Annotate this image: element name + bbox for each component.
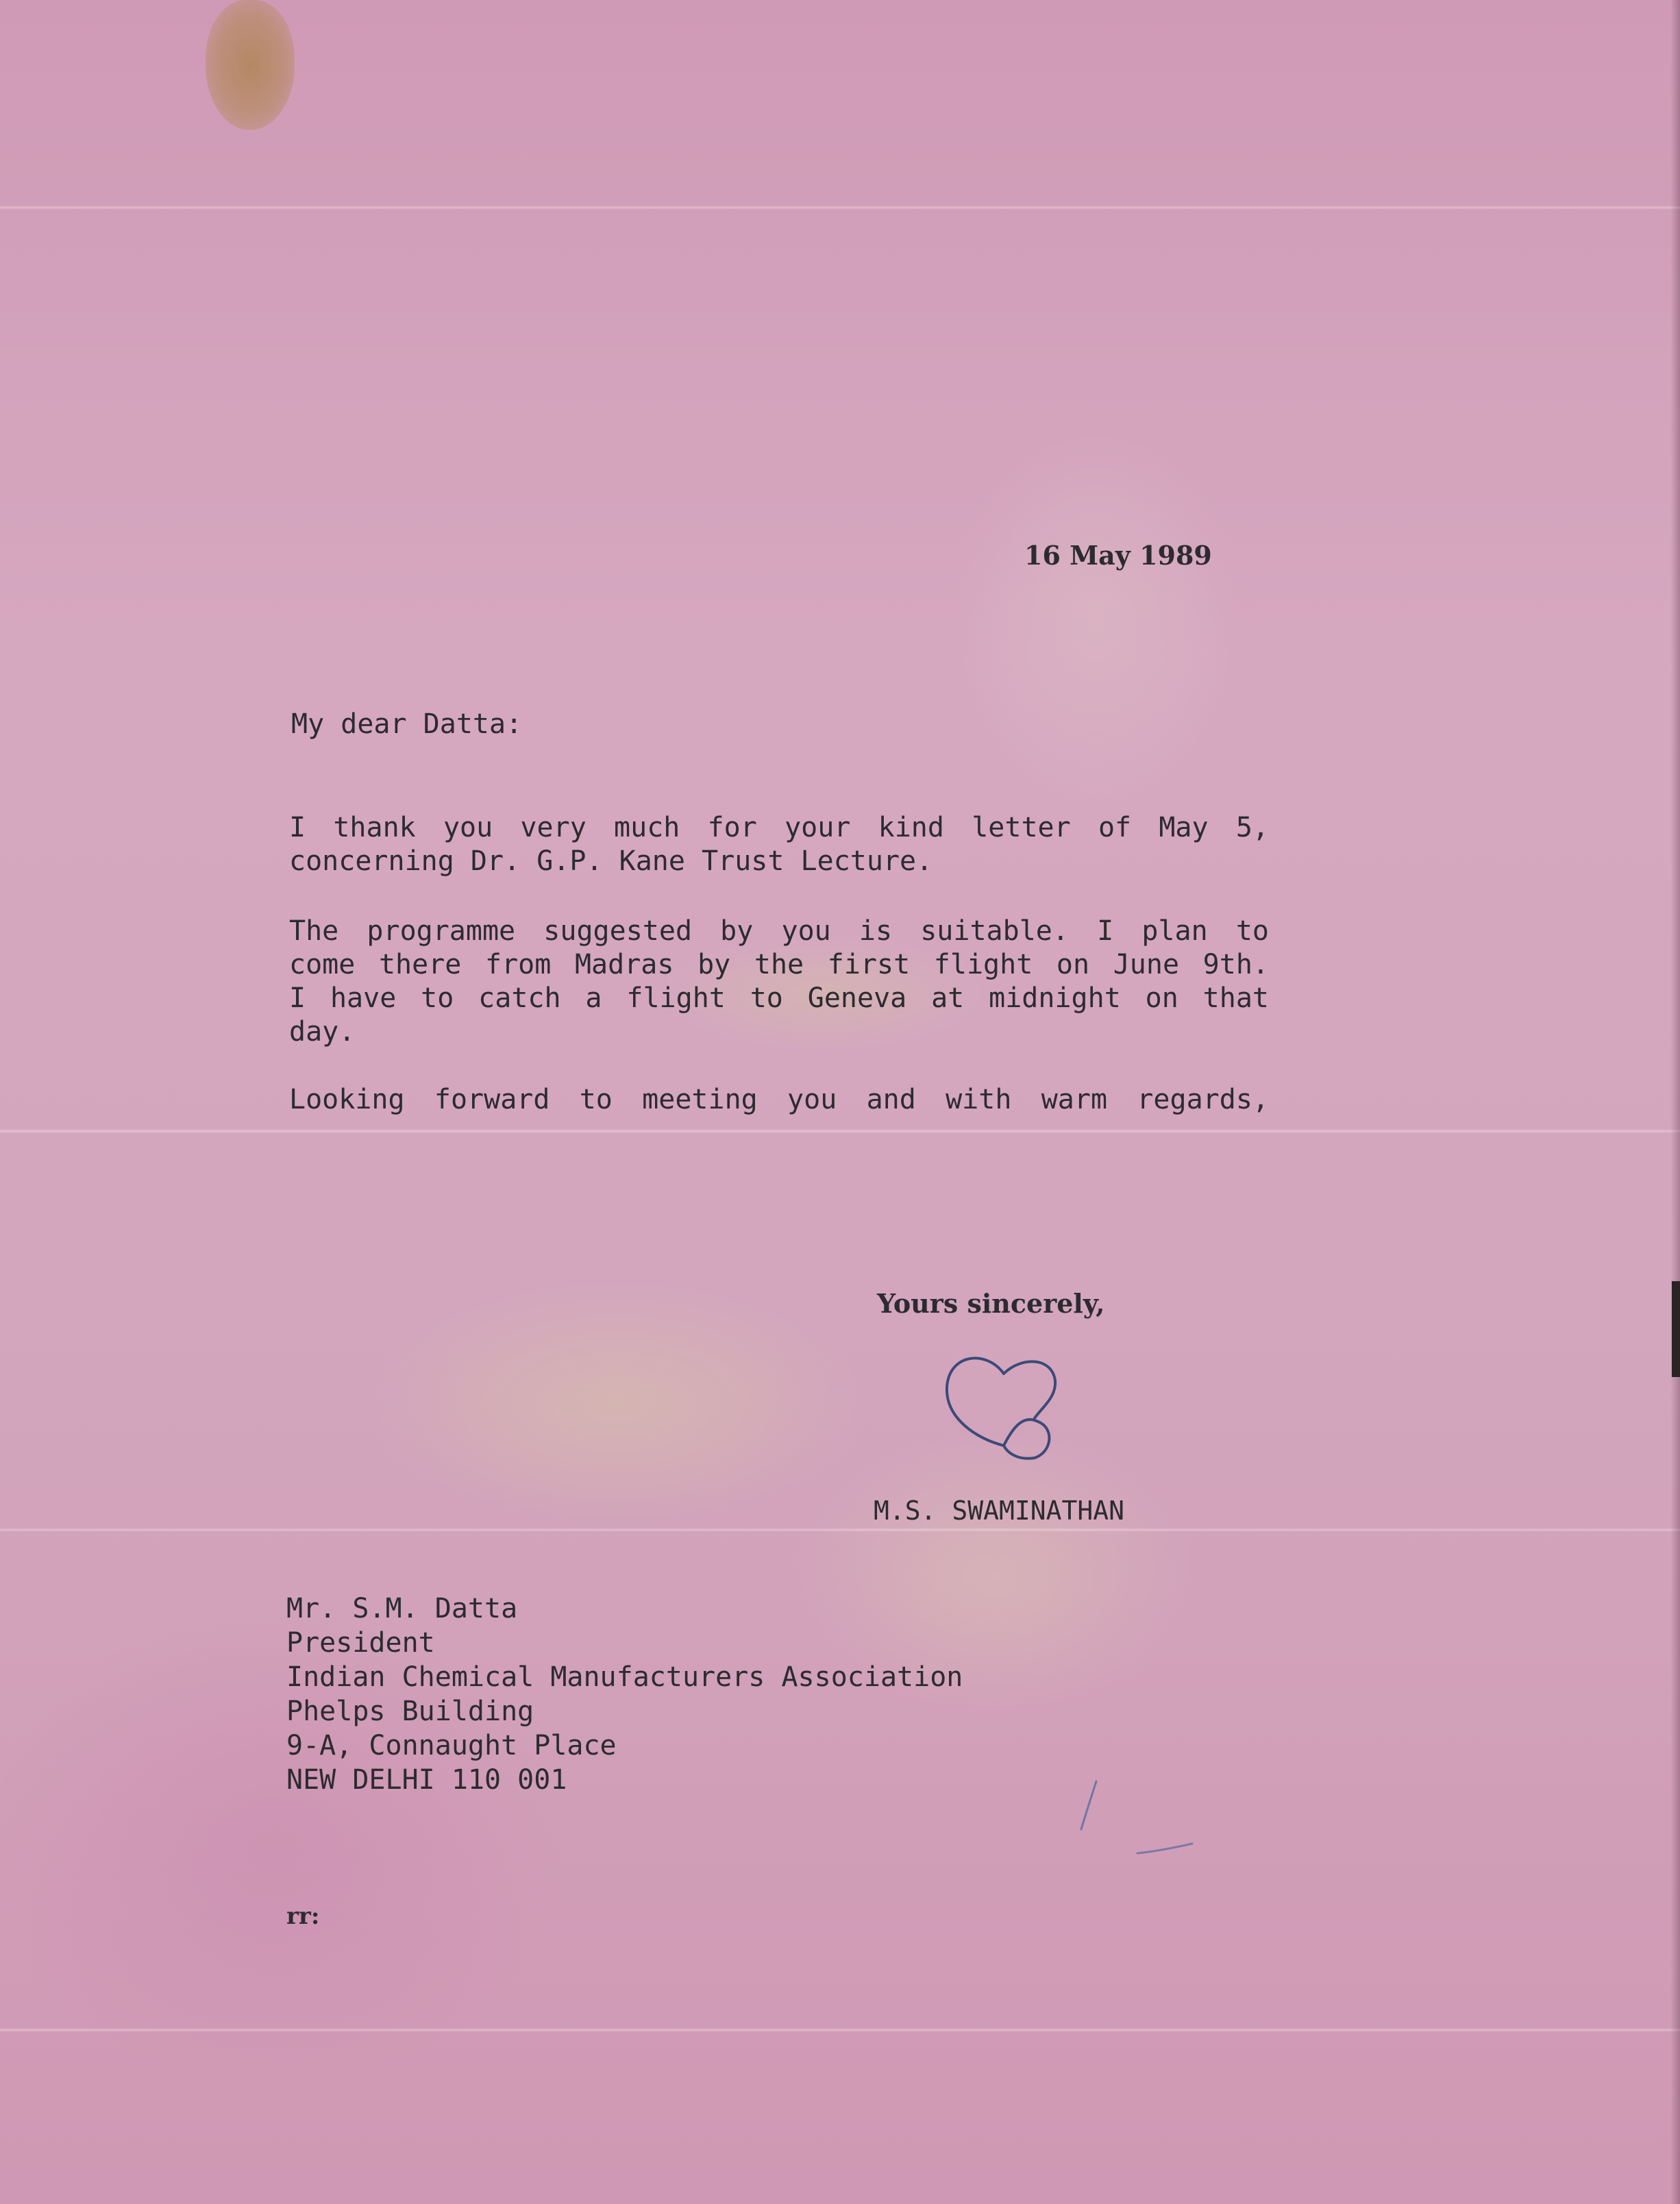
paragraph-2-line-2: come there from Madras by the first flight on June 9th.	[289, 949, 1269, 980]
pen-mark	[1076, 1778, 1199, 1867]
paper-crease	[0, 206, 1680, 210]
recipient-line: Phelps Building	[286, 1696, 534, 1727]
paragraph-2-line-4: day.	[289, 1016, 356, 1048]
recipient-line: NEW DELHI 110 001	[286, 1764, 567, 1796]
paper-crease	[0, 1528, 1680, 1532]
paper-edge-shadow	[1670, 0, 1680, 2204]
paragraph-2-line-3: I have to catch a flight to Geneva at midnight on that	[289, 982, 1269, 1014]
letter-date: 16 May 1989	[1024, 540, 1212, 571]
paper-crease	[0, 1129, 1680, 1133]
recipient-line: Indian Chemical Manufacturers Association	[286, 1661, 963, 1693]
recipient-line: President	[286, 1627, 435, 1659]
handwritten-signature	[939, 1343, 1076, 1463]
recipient-line: Mr. S.M. Datta	[286, 1593, 518, 1624]
paper-edge-tab	[1672, 1281, 1680, 1377]
paragraph-1-line-2: concerning Dr. G.P. Kane Trust Lecture.	[289, 845, 933, 877]
paragraph-2-line-1: The programme suggested by you is suitable. I plan to	[289, 915, 1269, 947]
signer-name: M.S. SWAMINATHAN	[874, 1496, 1125, 1526]
paragraph-3: Looking forward to meeting you and with warm regards,	[289, 1084, 1269, 1115]
paragraph-1-line-1: I thank you very much for your kind letter of May 5,	[289, 812, 1269, 843]
recipient-line: 9-A, Connaught Place	[286, 1730, 617, 1761]
closing: Yours sincerely,	[877, 1288, 1105, 1319]
paper-crease	[0, 2028, 1680, 2032]
salutation: My dear Datta:	[291, 708, 523, 740]
paper-stain	[206, 0, 295, 130]
typist-initials: rr:	[286, 1903, 320, 1930]
